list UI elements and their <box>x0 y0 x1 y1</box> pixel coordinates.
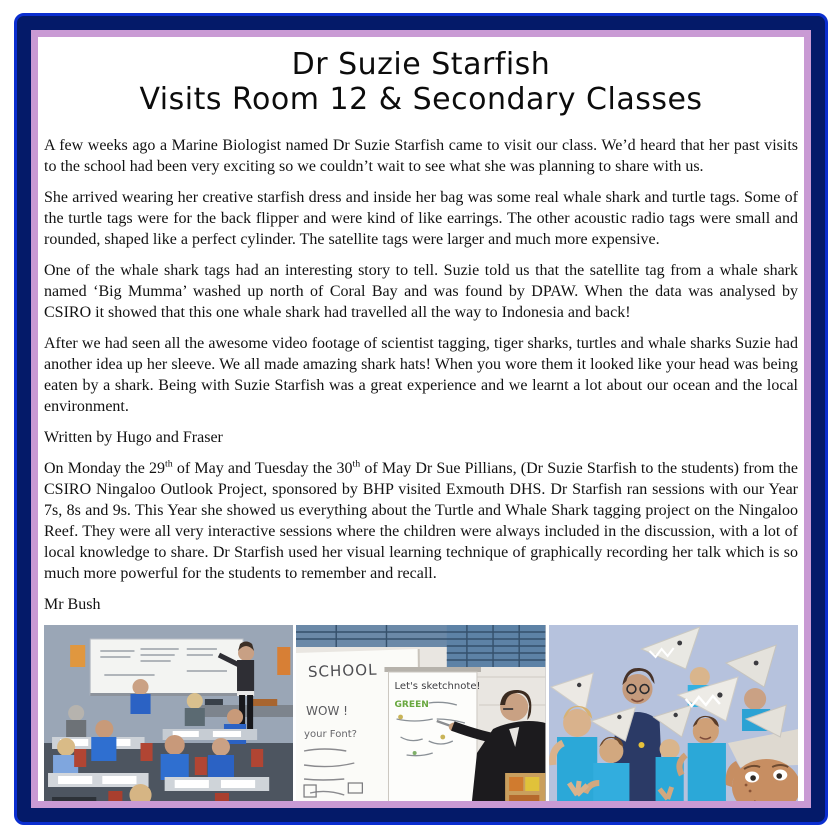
sketchnote-photo <box>296 625 545 808</box>
page-title <box>44 47 798 117</box>
ordinal-sup-30: th <box>352 458 361 470</box>
page-title-line2: Visits Room 12 & Secondary Classes <box>139 82 703 117</box>
shelf-boxes <box>505 773 545 808</box>
navy-border-frame <box>14 13 828 825</box>
classroom-photo-illustration <box>44 625 293 808</box>
secondary-report-text: of May and Tuesday the 30 <box>172 460 353 477</box>
classroom-session-photo <box>44 625 293 808</box>
paragraph-big-mumma: One of the whale shark tags had an interesting story to tell. Suzie told us that the satellite tag from a whale shark named ‘Big Mumma’ washed up north of Coral Bay and was found by DPAW. When the data was analysed by CSIRO it showed that this one whale shark had travelled all the way to Indonesia and back! <box>44 262 798 321</box>
ordinal-sup-29: th <box>164 458 173 470</box>
whiteboard <box>90 639 243 696</box>
handwriting-sketchnote: Let's sketchnote! <box>394 681 481 692</box>
handwriting-wow: WOW ! <box>306 704 349 718</box>
signoff-mr-bush: Mr Bush <box>44 596 101 613</box>
shark-hats-photo <box>549 625 798 808</box>
handwriting-school: SCHOOL <box>307 660 379 681</box>
purple-border-content <box>31 30 811 808</box>
wall-poster <box>70 645 85 667</box>
paragraph-tags: She arrived wearing her creative starfish dress and inside her bag was some real whale shark and turtle tags. Some of the turtle tags were for the back flipper and were kind of like earrings. The other acoustic radio tags were small and rounded, shaped like a perfect cylinder. The satellite tags were larger and much more expensive. <box>44 189 798 248</box>
byline: Written by Hugo and Fraser <box>44 429 223 446</box>
paragraph-shark-hats: After we had seen all the awesome video footage of scientist tagging, tiger sharks, turtles and whale sharks Suzie had another idea up her sleeve. We all made amazing shark hats! When you wore them it looked like your head was being eaten by a shark. Being with Suzie Starfish was a great experience and we learnt a lot about our ocean and the local environment. <box>44 335 798 415</box>
article-body <box>44 135 798 615</box>
handwriting-your-font: your Font? <box>304 729 358 740</box>
secondary-report-text: On Monday the 29 <box>44 460 165 477</box>
paragraph-secondary-report <box>44 458 798 584</box>
photo-row <box>44 625 798 808</box>
paragraph-intro: A few weeks ago a Marine Biologist named Dr Suzie Starfish came to visit our class. We’d heard that her past visits to the school had been very exciting so we couldn’t wait to see what she was planning to share with us. <box>44 137 798 175</box>
handwriting-green: GREEN <box>394 700 430 710</box>
sketchnote-photo-illustration <box>296 625 545 808</box>
secondary-report-text: of May Dr Sue Pillians, (Dr Suzie Starfish to the students) from the CSIRO Ningaloo Outlook Project, sponsored by BHP visited Exmouth DHS. Dr Starfish ran sessions with our Year 7s, 8s and 9s. This Year she showed us everything about the Turtle and Whale Shark tagging project on the Ningaloo Reef. They were all very interactive sessions where the children were always included in the discussion, with a lot of local knowledge to share. Dr Starfish used her visual learning technique of graphically recording her talk which is so much more powerful for the students to remember and recall. <box>44 460 799 582</box>
shark-hats-photo-illustration <box>549 625 798 808</box>
page-title-line1: Dr Suzie Starfish <box>291 47 551 82</box>
wall-poster-right <box>277 647 290 675</box>
